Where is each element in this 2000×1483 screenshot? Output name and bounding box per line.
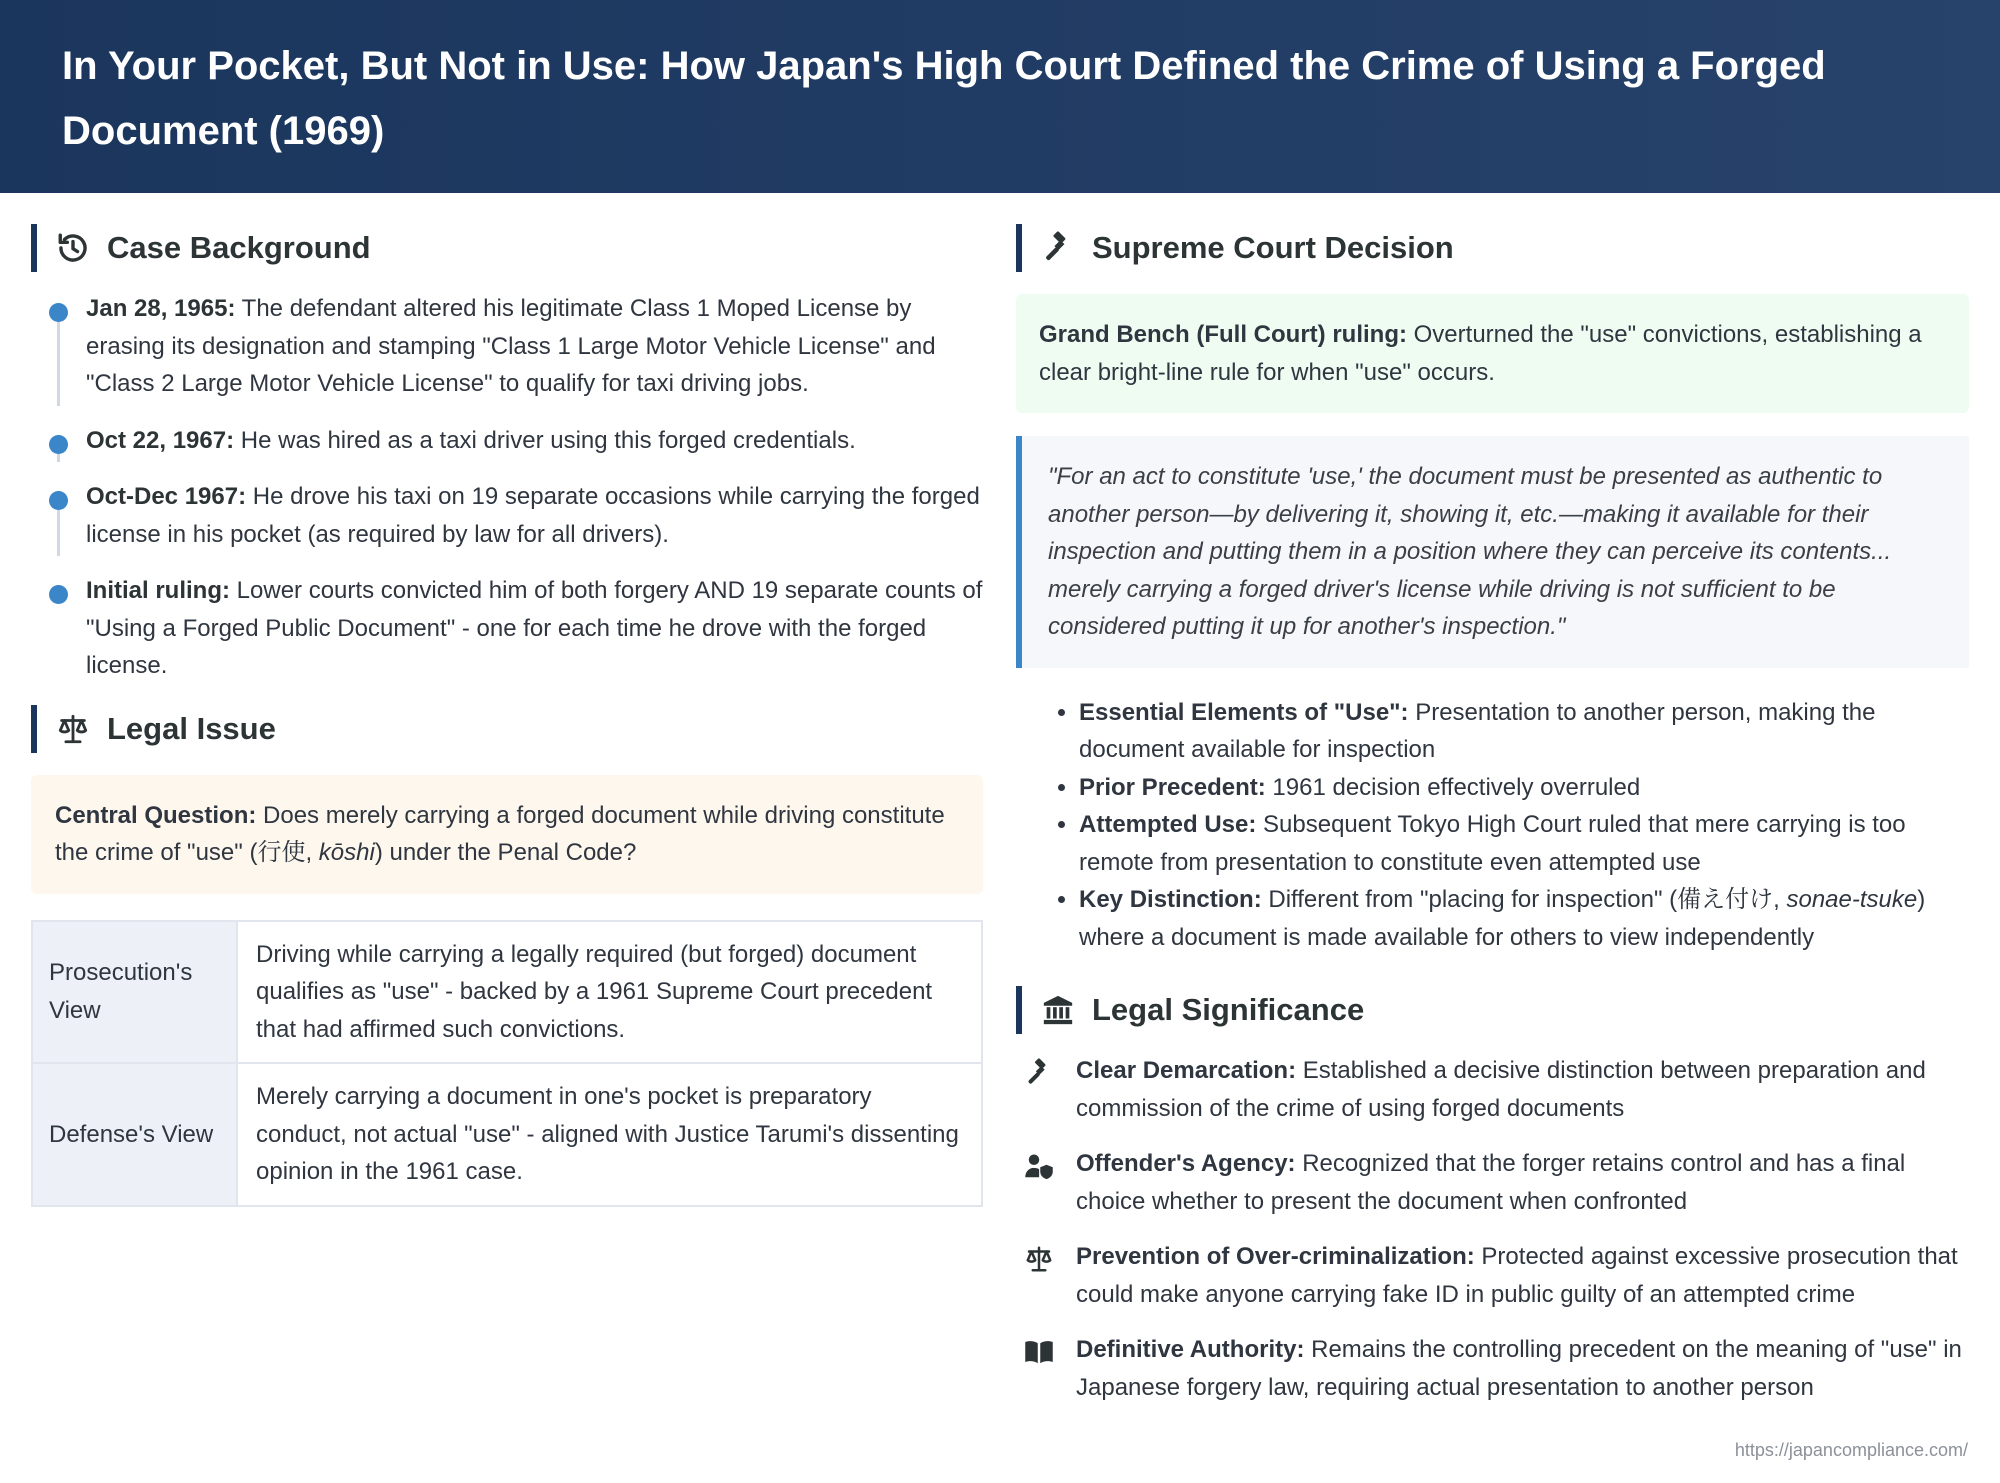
point-text: 1961 decision effectively overruled <box>1272 773 1641 801</box>
gavel-icon <box>1016 1052 1076 1127</box>
sig-label: Offender's Agency: <box>1076 1150 1296 1177</box>
section-title-text: Legal Issue <box>107 710 276 746</box>
ruling-label: Grand Bench (Full Court) ruling: <box>1039 321 1407 348</box>
section-title-significance <box>1016 986 1969 1034</box>
view-text: Driving while carrying a legally required (but forged) document qualifies as "use" - backed by a 1961 Supreme Court precedent that had affirmed such convictions. <box>256 940 933 1043</box>
view-row-defense <box>33 1064 981 1205</box>
central-question-box <box>31 775 983 894</box>
timeline-date: Initial ruling: <box>86 577 230 604</box>
right-column <box>1016 224 1969 1424</box>
list-item <box>1016 1052 1969 1127</box>
scale-icon <box>55 711 91 747</box>
scale-icon <box>1016 1238 1076 1313</box>
timeline <box>31 290 983 685</box>
history-icon <box>55 230 91 266</box>
list-item <box>1079 769 1969 807</box>
point-text: Subsequent Tokyo High Court ruled that mere carrying is too remote from presentation to constitute even attempted use <box>1079 811 1906 876</box>
question-label: Central Question: <box>55 801 257 829</box>
timeline-date: Oct 22, 1967: <box>86 426 235 454</box>
question-term: kōshi <box>318 839 375 866</box>
court-quote: "For an act to constitute 'use,' the document must be presented as authentic to another person—by delivering it, showing it, etc.—making it available for their inspection and putting them in a position where they can perceive its contents... merely carrying a forged driver's license while driving is not sufficient to be considered putting it up for another's inspection." <box>1016 436 1969 668</box>
sig-text: Remains the controlling precedent on the meaning of "use" in Japanese forgery law, requiring actual presentation to another person <box>1076 1336 1962 1401</box>
timeline-dot <box>49 491 68 510</box>
timeline-text: He drove his taxi on 19 separate occasions while carrying the forged license in his pocket (as required by law for all drivers). <box>86 483 980 548</box>
timeline-item <box>86 572 983 685</box>
list-item <box>1016 1145 1969 1220</box>
ruling-box <box>1016 294 1969 413</box>
landmark-icon <box>1040 992 1076 1028</box>
point-label: Prior Precedent: <box>1079 773 1266 801</box>
point-label: Essential Elements of "Use": <box>1079 698 1409 726</box>
sig-text: Protected against excessive prosecution that could make anyone carrying fake ID in public guilty of an attempted crime <box>1076 1243 1958 1308</box>
timeline-item <box>86 478 983 553</box>
timeline-text: Lower courts convicted him of both forgery AND 19 separate counts of "Using a Forged Public Document" - one for each time he drove with the forged license. <box>86 577 983 679</box>
sig-label: Definitive Authority: <box>1076 1336 1305 1363</box>
list-item <box>1079 806 1969 881</box>
sig-label: Prevention of Over-criminalization: <box>1076 1243 1475 1270</box>
list-item <box>1016 1238 1969 1313</box>
page-title: In Your Pocket, But Not in Use: How Japan's High Court Defined the Crime of Using a Forged Document (1969) <box>62 44 1826 153</box>
view-row-prosecution <box>33 922 981 1065</box>
timeline-text: He was hired as a taxi driver using this forged credentials. <box>240 426 856 454</box>
user-shield-icon <box>1016 1145 1076 1220</box>
left-column <box>31 224 983 1207</box>
point-text: Different from "placing for inspection" (備え付け, <box>1268 886 1787 913</box>
book-icon <box>1016 1331 1076 1406</box>
point-label: Attempted Use: <box>1079 811 1257 838</box>
timeline-item <box>86 290 983 403</box>
section-title-text: Legal Significance <box>1092 992 1365 1027</box>
question-text: Does merely carrying a forged document while driving constitute the crime of "use" (行使, <box>55 801 945 866</box>
section-title-issue <box>31 705 983 753</box>
list-item <box>1079 881 1969 956</box>
point-label: Key Distinction: <box>1079 886 1262 913</box>
list-item <box>1016 1331 1969 1406</box>
point-text: Presentation to another person, making the document available for inspection <box>1079 698 1876 763</box>
timeline-dot <box>49 585 68 604</box>
timeline-line <box>57 322 60 406</box>
timeline-date: Oct-Dec 1967: <box>86 483 247 510</box>
view-label: Defense's View <box>33 1064 238 1205</box>
timeline-line <box>57 454 60 462</box>
timeline-line <box>57 510 60 556</box>
question-text-end: ) under the Penal Code? <box>374 839 637 866</box>
view-text: Merely carrying a document in one's pocket is preparatory conduct, not actual "use" - aligned with Justice Tarumi's dissenting opinion in the 1961 case. <box>256 1083 959 1185</box>
decision-points <box>1016 694 1969 957</box>
section-title-text: Supreme Court Decision <box>1092 230 1454 265</box>
footer-url: https://japancompliance.com/ <box>1734 1440 1968 1460</box>
timeline-dot <box>49 303 68 322</box>
timeline-item <box>86 422 983 460</box>
list-item <box>1079 694 1969 769</box>
section-title-background <box>31 224 983 272</box>
view-label: Prosecution's View <box>33 922 238 1063</box>
timeline-dot <box>49 435 68 454</box>
gavel-icon <box>1040 230 1076 266</box>
views-table <box>31 920 983 1207</box>
section-title-decision <box>1016 224 1969 272</box>
section-title-text: Case Background <box>107 230 371 265</box>
sig-text: Recognized that the forger retains control and has a final choice whether to present the document when confronted <box>1076 1150 1906 1215</box>
significance-list <box>1016 1052 1969 1406</box>
point-term: sonae-tsuke <box>1786 886 1918 913</box>
sig-text: Established a decisive distinction between preparation and commission of the crime of using forged documents <box>1076 1057 1926 1122</box>
point-text-end: ) where a document is made available for others to view independently <box>1079 886 1926 951</box>
timeline-date: Jan 28, 1965: <box>86 295 236 322</box>
page-header <box>0 0 2000 193</box>
sig-label: Clear Demarcation: <box>1076 1057 1297 1084</box>
ruling-text: Overturned the "use" convictions, establishing a clear bright-line rule for when "use" occurs. <box>1039 321 1922 386</box>
timeline-text: The defendant altered his legitimate Class 1 Moped License by erasing its designation and stamping "Class 1 Large Motor Vehicle License" and "Class 2 Large Motor Vehicle License" to qualify for taxi driving jobs. <box>86 295 936 397</box>
